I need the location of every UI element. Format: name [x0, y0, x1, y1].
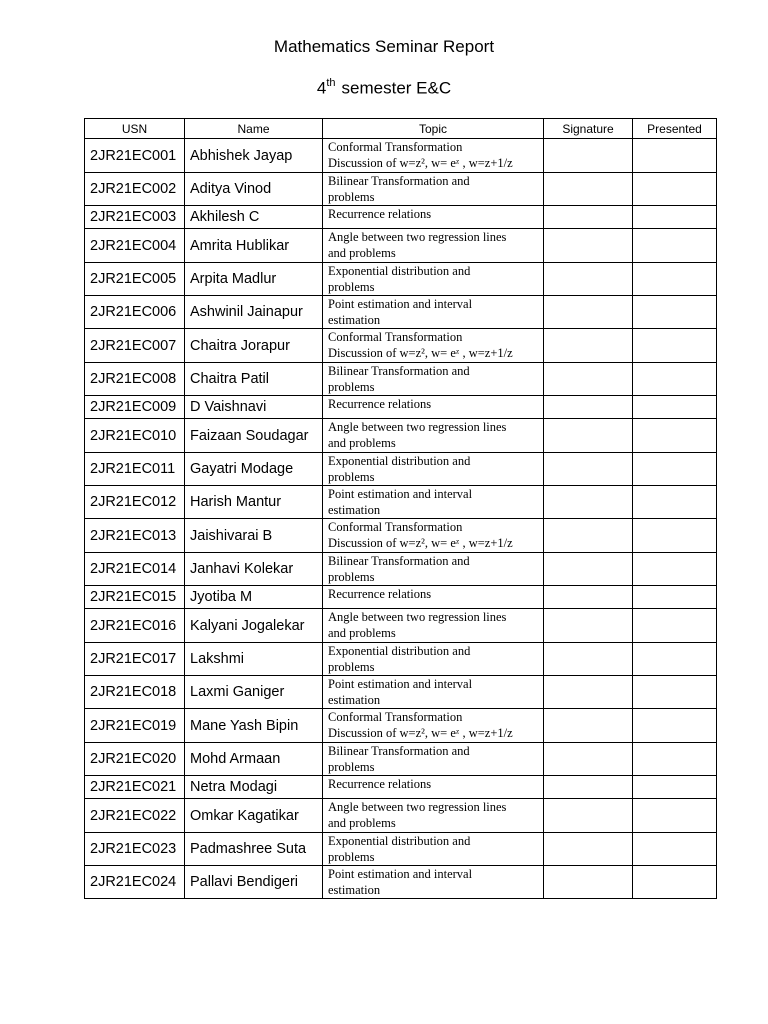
cell-usn: 2JR21EC002: [85, 173, 185, 206]
cell-presented: [633, 296, 717, 329]
cell-name: Kalyani Jogalekar: [185, 609, 323, 643]
table-row: [85, 586, 717, 609]
cell-usn: 2JR21EC021: [85, 776, 185, 799]
cell-presented: [633, 776, 717, 799]
cell-topic: [323, 419, 544, 453]
topic-line: Angle between two regression lines: [328, 800, 507, 814]
column-header-usn: USN: [85, 119, 185, 139]
table-row: [85, 486, 717, 519]
table-row: [85, 799, 717, 833]
cell-name: Laxmi Ganiger: [185, 676, 323, 709]
cell-presented: [633, 586, 717, 609]
cell-presented: [633, 363, 717, 396]
cell-usn: 2JR21EC024: [85, 866, 185, 899]
topic-line: problems: [328, 660, 375, 674]
topic-line: and problems: [328, 816, 396, 830]
cell-usn: 2JR21EC012: [85, 486, 185, 519]
table-row: [85, 419, 717, 453]
cell-topic: [323, 799, 544, 833]
table-row: [85, 263, 717, 296]
page-title: Mathematics Seminar Report: [273, 37, 495, 56]
topic-line: Angle between two regression lines: [328, 610, 507, 624]
table-row: [85, 676, 717, 709]
topic-line: Discussion of w=z², w= eᶻ , w=z+1/z: [328, 346, 513, 360]
table-row: [85, 833, 717, 866]
cell-name: Gayatri Modage: [185, 453, 323, 486]
semester-label: semester E&C: [341, 78, 452, 98]
topic-line: problems: [328, 280, 375, 294]
topic-line: Exponential distribution and: [328, 264, 471, 278]
cell-topic: [323, 173, 544, 206]
cell-name: Chaitra Jorapur: [185, 329, 323, 363]
topic-line: and problems: [328, 436, 396, 450]
table-row: [85, 776, 717, 799]
cell-usn: 2JR21EC011: [85, 453, 185, 486]
cell-topic: [323, 263, 544, 296]
cell-name: Arpita Madlur: [185, 263, 323, 296]
cell-topic: [323, 363, 544, 396]
table-row: [85, 363, 717, 396]
topic-line: Discussion of w=z², w= eᶻ , w=z+1/z: [328, 156, 513, 170]
topic-line: and problems: [328, 626, 396, 640]
topic-line: Bilinear Transformation and: [328, 364, 470, 378]
cell-topic: [323, 296, 544, 329]
column-header-topic: Topic: [323, 119, 544, 139]
cell-usn: 2JR21EC007: [85, 329, 185, 363]
cell-presented: [633, 743, 717, 776]
cell-signature: [544, 553, 633, 586]
topic-line: Exponential distribution and: [328, 454, 471, 468]
cell-topic: [323, 833, 544, 866]
table-row: [85, 396, 717, 419]
cell-usn: 2JR21EC015: [85, 586, 185, 609]
table-row: [85, 139, 717, 173]
cell-name: Amrita Hublikar: [185, 229, 323, 263]
cell-signature: [544, 866, 633, 899]
topic-line: Exponential distribution and: [328, 834, 471, 848]
cell-presented: [633, 419, 717, 453]
cell-name: Abhishek Jayap: [185, 139, 323, 173]
cell-name: Akhilesh C: [185, 206, 323, 229]
cell-signature: [544, 486, 633, 519]
cell-presented: [633, 866, 717, 899]
cell-signature: [544, 396, 633, 419]
cell-topic: [323, 486, 544, 519]
topic-line: Discussion of w=z², w= eᶻ , w=z+1/z: [328, 536, 513, 550]
cell-signature: [544, 519, 633, 553]
topic-line: Conformal Transformation: [328, 330, 463, 344]
table-row: [85, 609, 717, 643]
topic-line: problems: [328, 470, 375, 484]
cell-signature: [544, 329, 633, 363]
topic-line: problems: [328, 570, 375, 584]
topic-line: Angle between two regression lines: [328, 420, 507, 434]
cell-signature: [544, 363, 633, 396]
cell-presented: [633, 229, 717, 263]
cell-topic: [323, 329, 544, 363]
cell-usn: 2JR21EC005: [85, 263, 185, 296]
cell-usn: 2JR21EC001: [85, 139, 185, 173]
table-row: [85, 553, 717, 586]
cell-presented: [633, 609, 717, 643]
cell-name: Lakshmi: [185, 643, 323, 676]
cell-usn: 2JR21EC006: [85, 296, 185, 329]
topic-line: Exponential distribution and: [328, 644, 471, 658]
cell-signature: [544, 799, 633, 833]
topic-line: problems: [328, 380, 375, 394]
topic-line: Angle between two regression lines: [328, 230, 507, 244]
semester-suffix: th: [326, 77, 336, 89]
cell-usn: 2JR21EC013: [85, 519, 185, 553]
topic-line: Conformal Transformation: [328, 140, 463, 154]
seminar-table: [84, 118, 717, 899]
table-header-row: [85, 119, 717, 139]
cell-signature: [544, 139, 633, 173]
cell-presented: [633, 519, 717, 553]
cell-presented: [633, 709, 717, 743]
table-row: [85, 296, 717, 329]
table-row: [85, 743, 717, 776]
table-row: [85, 866, 717, 899]
cell-topic: [323, 396, 544, 419]
cell-signature: [544, 609, 633, 643]
topic-line: Point estimation and interval: [328, 297, 473, 311]
cell-name: Janhavi Kolekar: [185, 553, 323, 586]
cell-signature: [544, 453, 633, 486]
topic-line: estimation: [328, 503, 381, 517]
cell-signature: [544, 229, 633, 263]
cell-signature: [544, 676, 633, 709]
cell-presented: [633, 173, 717, 206]
cell-topic: [323, 866, 544, 899]
cell-name: Ashwinil Jainapur: [185, 296, 323, 329]
column-header-signature: Signature: [544, 119, 633, 139]
table-row: [85, 453, 717, 486]
cell-name: Mane Yash Bipin: [185, 709, 323, 743]
table-row: [85, 173, 717, 206]
cell-topic: [323, 229, 544, 263]
table-row: [85, 709, 717, 743]
cell-topic: [323, 609, 544, 643]
cell-signature: [544, 586, 633, 609]
cell-name: Netra Modagi: [185, 776, 323, 799]
table-row: [85, 643, 717, 676]
topic-line: estimation: [328, 883, 381, 897]
cell-usn: 2JR21EC003: [85, 206, 185, 229]
cell-signature: [544, 173, 633, 206]
cell-name: Harish Mantur: [185, 486, 323, 519]
cell-usn: 2JR21EC016: [85, 609, 185, 643]
cell-topic: [323, 586, 544, 609]
cell-topic: [323, 139, 544, 173]
cell-presented: [633, 486, 717, 519]
cell-usn: 2JR21EC022: [85, 799, 185, 833]
topic-line: and problems: [328, 246, 396, 260]
table-body: [85, 139, 717, 899]
cell-name: Chaitra Patil: [185, 363, 323, 396]
table-row: [85, 206, 717, 229]
cell-name: Jyotiba M: [185, 586, 323, 609]
cell-name: Omkar Kagatikar: [185, 799, 323, 833]
topic-line: Bilinear Transformation and: [328, 174, 470, 188]
cell-presented: [633, 206, 717, 229]
cell-usn: 2JR21EC023: [85, 833, 185, 866]
cell-name: Pallavi Bendigeri: [185, 866, 323, 899]
cell-presented: [633, 799, 717, 833]
cell-topic: [323, 676, 544, 709]
table-row: [85, 329, 717, 363]
topic-line: Recurrence relations: [328, 777, 432, 791]
cell-topic: [323, 776, 544, 799]
cell-usn: 2JR21EC009: [85, 396, 185, 419]
cell-presented: [633, 643, 717, 676]
cell-topic: [323, 206, 544, 229]
semester-number: 4: [316, 78, 327, 98]
topic-line: Point estimation and interval: [328, 867, 473, 881]
cell-name: Aditya Vinod: [185, 173, 323, 206]
cell-signature: [544, 263, 633, 296]
cell-signature: [544, 743, 633, 776]
cell-usn: 2JR21EC010: [85, 419, 185, 453]
cell-signature: [544, 419, 633, 453]
cell-usn: 2JR21EC014: [85, 553, 185, 586]
topic-line: Recurrence relations: [328, 397, 432, 411]
cell-presented: [633, 139, 717, 173]
cell-presented: [633, 833, 717, 866]
topic-line: Recurrence relations: [328, 587, 432, 601]
topic-line: problems: [328, 850, 375, 864]
cell-topic: [323, 709, 544, 743]
cell-presented: [633, 676, 717, 709]
cell-topic: [323, 743, 544, 776]
column-header-name: Name: [185, 119, 323, 139]
cell-usn: 2JR21EC008: [85, 363, 185, 396]
topic-line: Conformal Transformation: [328, 710, 463, 724]
table-row: [85, 519, 717, 553]
topic-line: Point estimation and interval: [328, 677, 473, 691]
cell-signature: [544, 296, 633, 329]
cell-signature: [544, 709, 633, 743]
cell-name: Mohd Armaan: [185, 743, 323, 776]
cell-name: Padmashree Suta: [185, 833, 323, 866]
cell-name: Faizaan Soudagar: [185, 419, 323, 453]
cell-presented: [633, 329, 717, 363]
cell-signature: [544, 833, 633, 866]
column-header-presented: Presented: [633, 119, 717, 139]
topic-line: Point estimation and interval: [328, 487, 473, 501]
cell-topic: [323, 643, 544, 676]
topic-line: problems: [328, 760, 375, 774]
topic-line: estimation: [328, 693, 381, 707]
cell-presented: [633, 396, 717, 419]
topic-line: Bilinear Transformation and: [328, 554, 470, 568]
cell-name: Jaishivarai B: [185, 519, 323, 553]
cell-signature: [544, 776, 633, 799]
table-row: [85, 229, 717, 263]
topic-line: problems: [328, 190, 375, 204]
cell-topic: [323, 453, 544, 486]
cell-signature: [544, 643, 633, 676]
topic-line: estimation: [328, 313, 381, 327]
cell-topic: [323, 519, 544, 553]
topic-line: Discussion of w=z², w= eᶻ , w=z+1/z: [328, 726, 513, 740]
cell-presented: [633, 453, 717, 486]
cell-usn: 2JR21EC020: [85, 743, 185, 776]
cell-presented: [633, 263, 717, 296]
cell-presented: [633, 553, 717, 586]
cell-usn: 2JR21EC019: [85, 709, 185, 743]
topic-line: Conformal Transformation: [328, 520, 463, 534]
semester-heading: [0, 78, 768, 99]
topic-line: Bilinear Transformation and: [328, 744, 470, 758]
cell-signature: [544, 206, 633, 229]
cell-usn: 2JR21EC017: [85, 643, 185, 676]
topic-line: Recurrence relations: [328, 207, 432, 221]
cell-usn: 2JR21EC018: [85, 676, 185, 709]
cell-topic: [323, 553, 544, 586]
cell-name: D Vaishnavi: [185, 396, 323, 419]
cell-usn: 2JR21EC004: [85, 229, 185, 263]
